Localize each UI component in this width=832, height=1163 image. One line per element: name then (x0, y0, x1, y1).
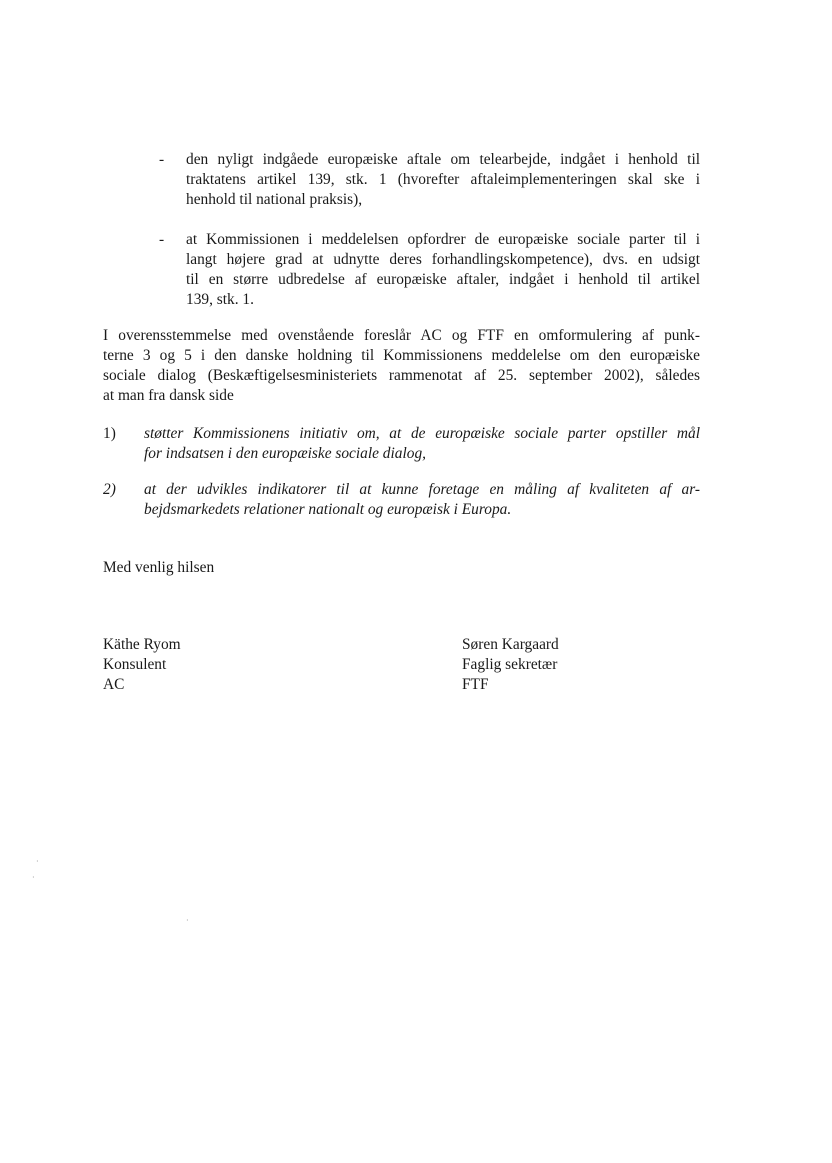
item-body (144, 424, 700, 464)
bullet-dash: - (159, 151, 165, 168)
body-paragraph (103, 326, 700, 406)
item-line: for indsatsen i den europæiske sociale dialog, (144, 445, 426, 462)
signatory-title: Faglig sekretær (462, 656, 558, 673)
bullet-line: den nyligt indgåede europæiske aftale om telearbejde, indgået i henhold til (186, 151, 700, 168)
item-body (144, 480, 700, 520)
bullet-line: traktatens artikel 139, stk. 1 (hvorefter aftaleimplementeringen skal ske i (186, 171, 700, 188)
signatory-name: Käthe Ryom (103, 636, 181, 653)
item-line: bejdsmarkedets relationer nationalt og europæisk i Europa. (144, 501, 512, 518)
signature-block-ac (103, 635, 181, 695)
signature-block-ftf (462, 635, 559, 695)
scan-speck: · (32, 873, 35, 882)
scan-speck: · (36, 857, 39, 866)
paragraph-line: sociale dialog (Beskæftigelsesministeriets rammenotat af 25. september 2002), således (103, 367, 700, 384)
bullet-dash: - (159, 231, 165, 248)
paragraph-line: at man fra dansk side (103, 387, 234, 404)
item-line: støtter Kommissionens initiativ om, at de europæiske sociale parter opstiller mål (144, 425, 700, 442)
bullet-item-telework (159, 150, 700, 210)
bullet-line: at Kommissionen i meddelelsen opfordrer de europæiske sociale parter til i (186, 231, 700, 248)
paragraph-line: terne 3 og 5 i den danske holdning til Kommissionens meddelelse om den europæiske (103, 347, 700, 364)
paragraph-line: I overensstemmelse med ovenstående foreslår AC og FTF en omformulering af punk- (103, 327, 700, 344)
item-number: 1) (103, 425, 116, 442)
bullet-item-commission (159, 230, 700, 310)
signatory-org: FTF (462, 676, 489, 693)
item-number: 2) (103, 481, 116, 498)
bullet-line: 139, stk. 1. (186, 291, 254, 308)
closing-greeting: Med venlig hilsen (103, 559, 215, 576)
signatory-title: Konsulent (103, 656, 167, 673)
bullet-line: henhold til national praksis), (186, 191, 363, 208)
scan-speck: · (186, 916, 189, 925)
bullet-line: til en større udbredelse af europæiske aftaler, indgået i henhold til artikel (186, 271, 700, 288)
signatory-org: AC (103, 676, 125, 693)
signatory-name: Søren Kargaard (462, 636, 559, 653)
item-line: at der udvikles indikatorer til at kunne foretage en måling af kvaliteten af ar- (144, 481, 700, 498)
bullet-line: langt højere grad at udnytte deres forhandlingskompetence), dvs. en udsigt (186, 251, 700, 268)
